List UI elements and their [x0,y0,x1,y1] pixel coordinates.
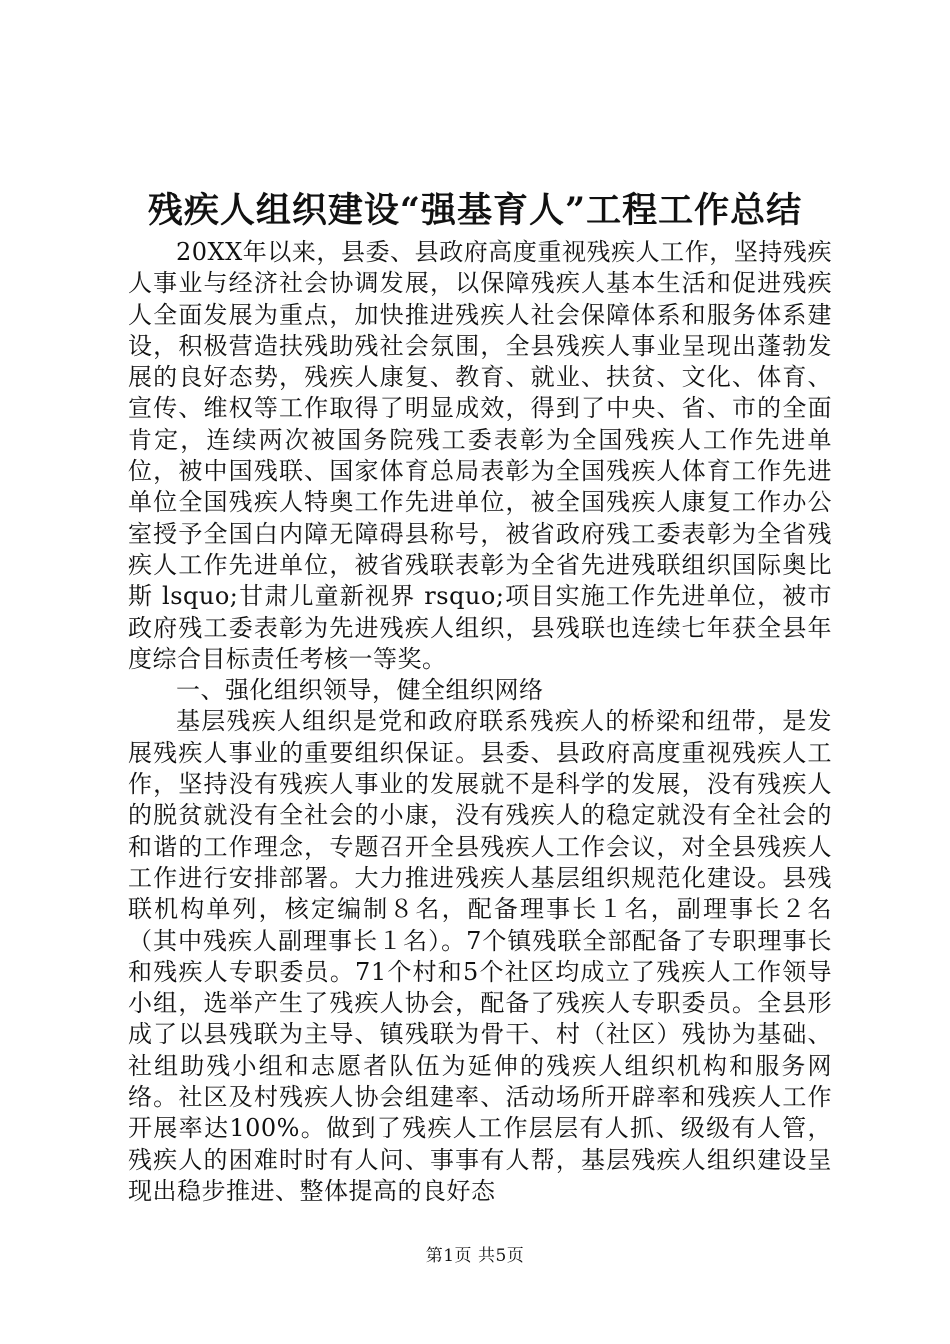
section-heading: 一、强化组织领导，健全组织网络 [176,676,544,705]
paragraph-intro: 20XX年以来，县委、县政府高度重视残疾人工作，坚持残疾人事业与经济社会协调发展，以保障残疾人基本生活和促进残疾人全面发展为重点，加快推进残疾人社会保障体系和服务体系建设，积极营造扶残助残社会氛围，全县残疾人事业呈现出蓬勃发展的良好态势，残疾人康复、教育、就业、扶贫、文化、体育、宣传、维权等工作取得了明显成效，得到了中央、省、市的全面肯定，连续两次被国务院残工委表彰为全国残疾人工作先进单位，被中国残联、国家体育总局表彰为全国残疾人体育工作先进单位全国残疾人特奥工作先进单位，被全国残疾人康复工作办公室授予全国白内障无障碍县称号，被省政府残工委表彰为全省残疾人工作先进单位，被省残联表彰为全省先进残联组织国际奥比斯 lsquo;甘肃儿童新视界 rsquo;项目实施工作先进单位，被市政府残工委表彰为先进残疾人组织，县残联也连续七年获全县年度综合目标责任考核一等奖。 [128,238,832,673]
paragraph-section-one: 基层残疾人组织是党和政府联系残疾人的桥梁和纽带，是发展残疾人事业的重要组织保证。县委、县政府高度重视残疾人工作，坚持没有残疾人事业的发展就不是科学的发展，没有残疾人的脱贫就没有全社会的小康，没有残疾人的稳定就没有全社会的和谐的工作理念，专题召开全县残疾人工作会议，对全县残疾人工作进行安排部署。大力推进残疾人基层组织规范化建设。县残联机构单列，核定编制８名，配备理事长１名，副理事长２名（其中残疾人副理事长１名）。7个镇残联全部配备了专职理事长和残疾人专职委员。71个村和5个社区均成立了残疾人工作领导小组，选举产生了残疾人协会，配备了残疾人专职委员。全县形成了以县残联为主导、镇残联为骨干、村（社区）残协为基础、社组助残小组和志愿者队伍为延伸的残疾人组织机构和服务网络。社区及村残疾人协会组建率、活动场所开辟率和残疾人工作开展率达100%。做到了残疾人工作层层有人抓、级级有人管，残疾人的困难时时有人问、事事有人帮，基层残疾人组织建设呈现出稳步推进、整体提高的良好态 [128,707,832,1205]
document-title: 残疾人组织建设“强基育人”工程工作总结 [147,190,803,231]
page-footer: 第1页 共5页 [425,1246,525,1266]
document-body [128,237,832,1207]
